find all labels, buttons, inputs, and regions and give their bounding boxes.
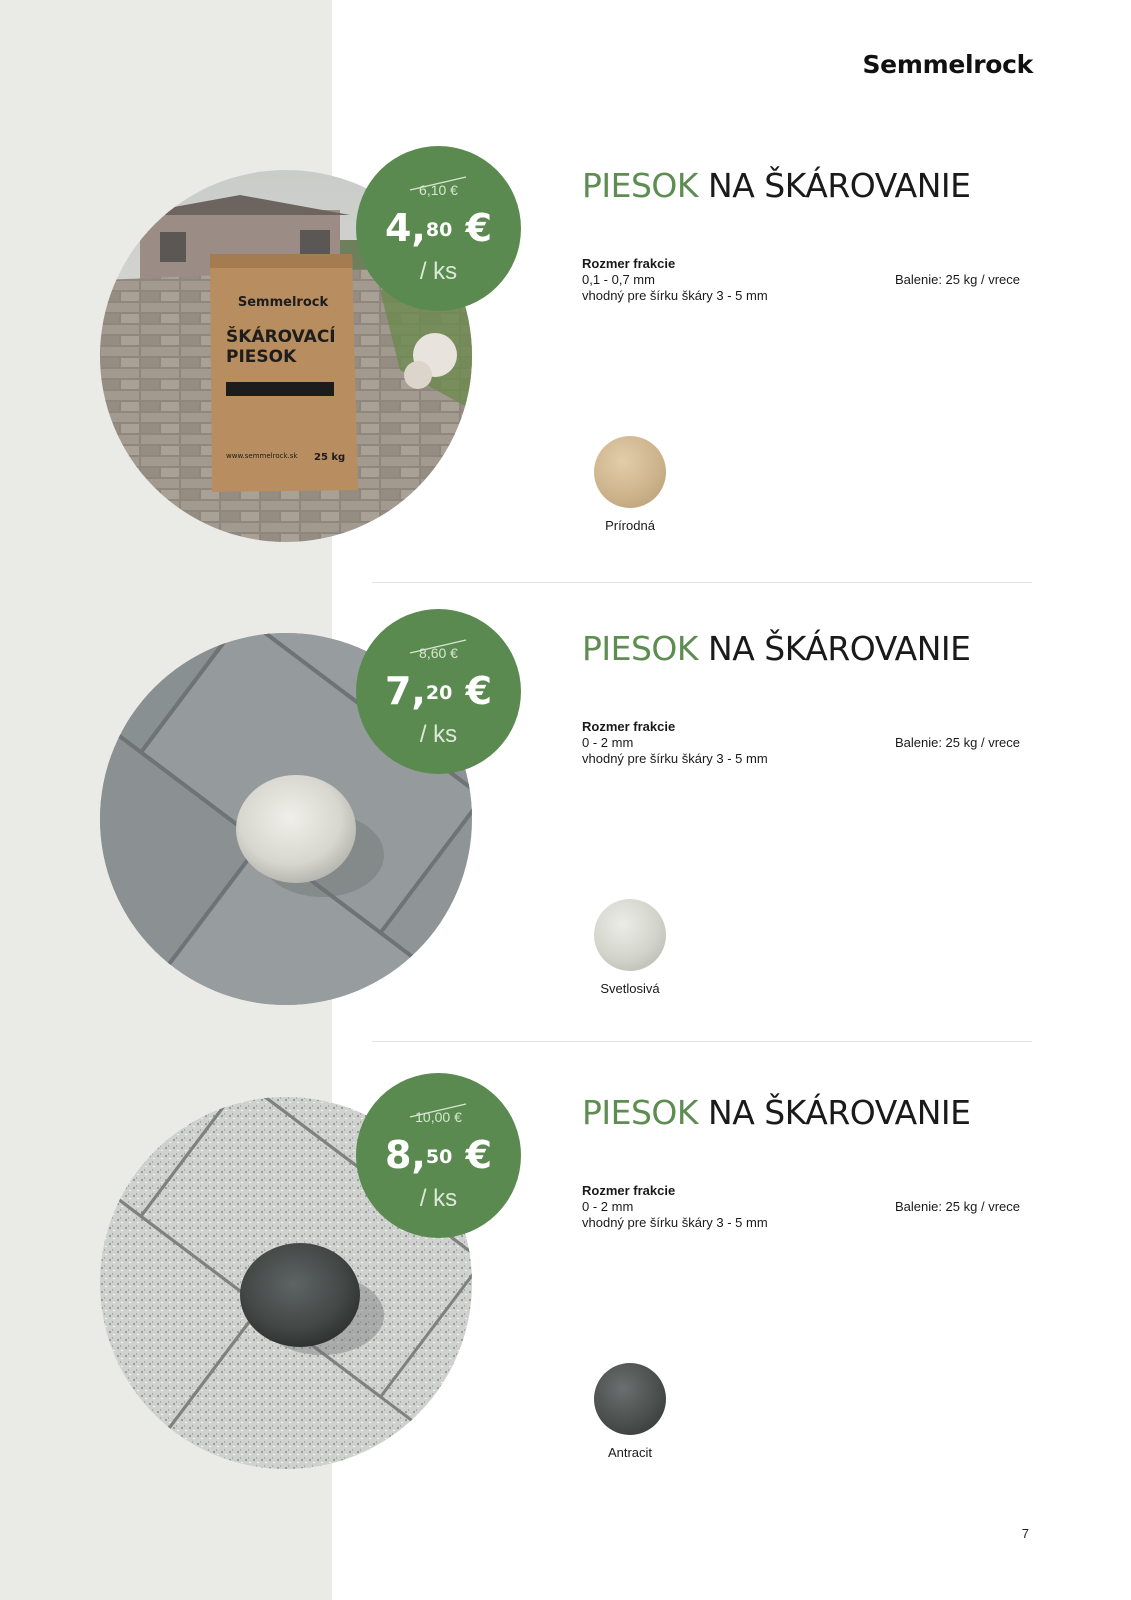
spec-size: 0,1 - 0,7 mm: [582, 272, 655, 287]
current-price: 4,80 €: [384, 206, 493, 250]
current-price: 8,50 €: [384, 1133, 493, 1177]
spec-size: 0 - 2 mm: [582, 1199, 634, 1214]
product-card-anthracite: [0, 1073, 1131, 1503]
strikethrough-line: [408, 1101, 468, 1119]
spec-usage: vhodný pre šírku škáry 3 - 5 mm: [582, 288, 768, 303]
product-title: PIESOK NA ŠKÁROVANIE: [582, 629, 971, 668]
old-price: 8,60 €: [419, 645, 458, 661]
spec-heading: Rozmer frakcie: [582, 719, 676, 734]
product-title: PIESOK NA ŠKÁROVANIE: [582, 166, 971, 205]
color-label: Antracit: [607, 1445, 653, 1460]
price-unit: / ks: [419, 721, 458, 748]
color-label: Svetlosivá: [600, 981, 660, 996]
spec-usage: vhodný pre šírku škáry 3 - 5 mm: [582, 1215, 768, 1230]
bag-title-line2: PIESOK: [226, 347, 297, 367]
spec-heading: Rozmer frakcie: [582, 256, 676, 271]
price-badge: [356, 609, 521, 774]
packaging-info: Balenie: 25 kg / vrece: [894, 735, 1020, 750]
price-badge: [356, 146, 521, 311]
bag-weight-text: 25 kg: [314, 452, 346, 463]
current-price: 7,20 €: [384, 669, 493, 713]
spec-usage: vhodný pre šírku škáry 3 - 5 mm: [582, 751, 768, 766]
packaging-info: Balenie: 25 kg / vrece: [894, 272, 1020, 287]
product-card-light-grey: [0, 609, 1131, 1039]
product-card-natural: [0, 146, 1131, 576]
color-swatch-anthracite: [594, 1363, 666, 1435]
product-title: PIESOK NA ŠKÁROVANIE: [582, 1093, 971, 1132]
color-label: Prírodná: [605, 518, 655, 533]
strikethrough-line: [408, 174, 468, 192]
section-divider: [372, 1041, 1032, 1042]
bag-url-text: www.semmelrock.sk: [226, 452, 298, 460]
color-swatch-light-grey: [594, 899, 666, 971]
price-unit: / ks: [419, 258, 458, 285]
packaging-info: Balenie: 25 kg / vrece: [894, 1199, 1020, 1214]
price-badge: [356, 1073, 521, 1238]
section-divider: [372, 582, 1032, 583]
brand-logo: Semmelrock: [862, 50, 1033, 79]
spec-size: 0 - 2 mm: [582, 735, 634, 750]
old-price: 10,00 €: [415, 1109, 462, 1125]
bag-title-line1: ŠKÁROVACÍ: [226, 327, 336, 347]
strikethrough-line: [408, 637, 468, 655]
spec-heading: Rozmer frakcie: [582, 1183, 676, 1198]
bag-brand-text: Semmelrock: [237, 295, 329, 310]
page-number: 7: [1021, 1526, 1029, 1541]
color-swatch-natural: [594, 436, 666, 508]
old-price: 6,10 €: [419, 182, 458, 198]
price-unit: / ks: [419, 1185, 458, 1212]
